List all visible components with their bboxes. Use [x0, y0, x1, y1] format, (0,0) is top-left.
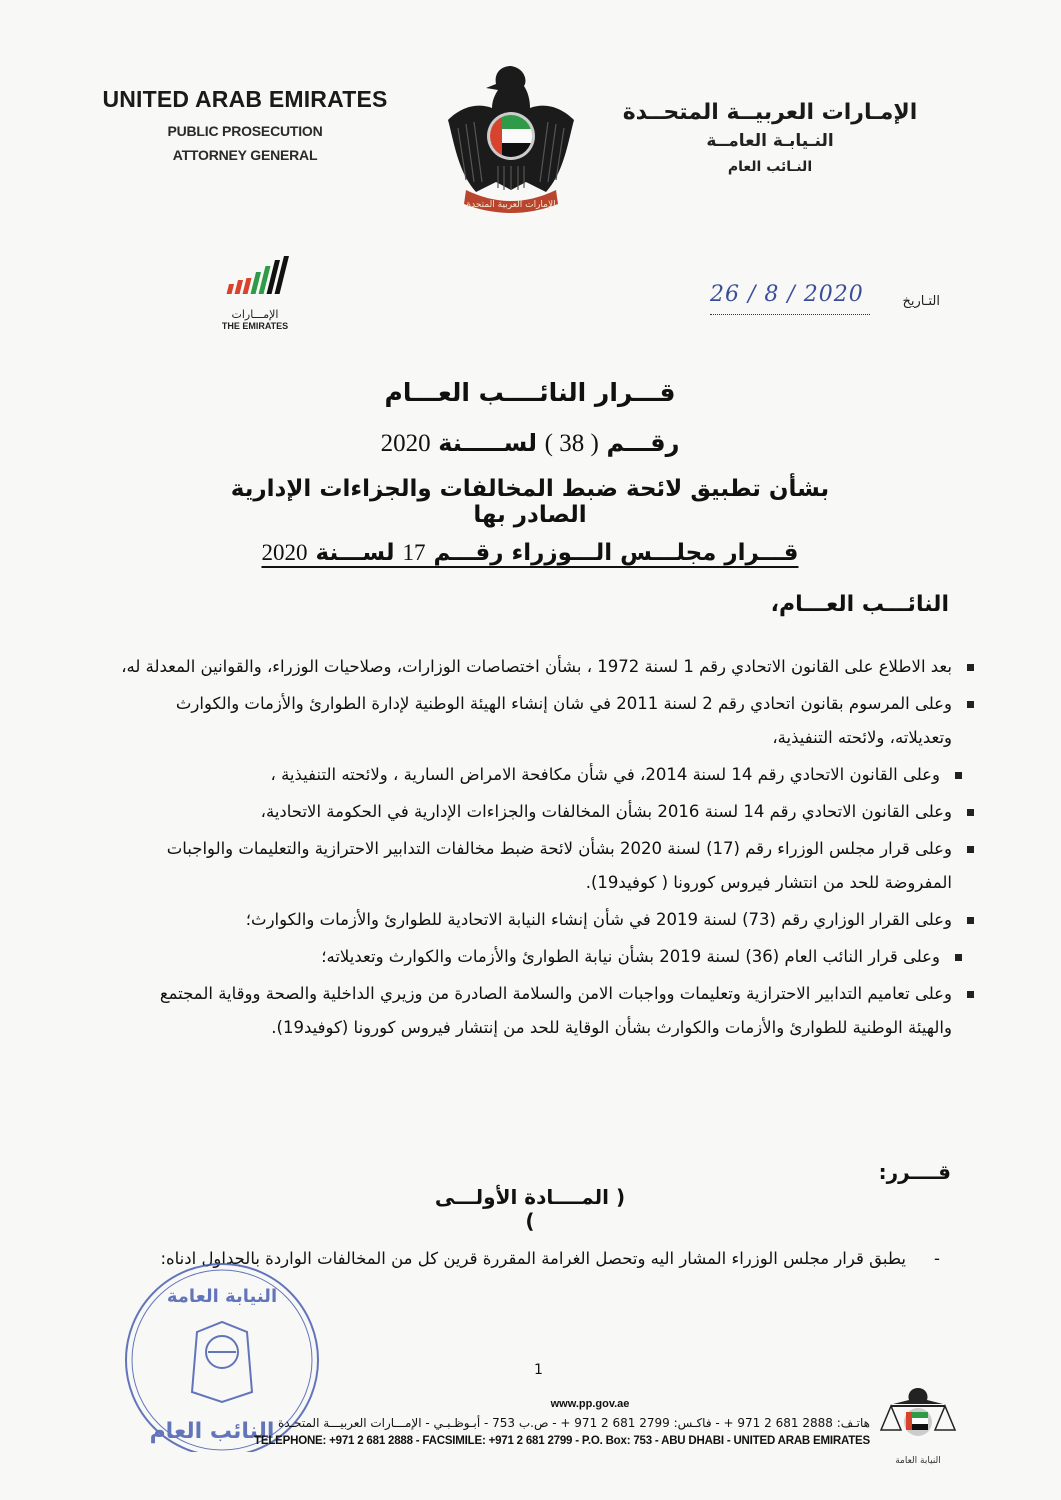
scales-of-justice-icon	[873, 1382, 963, 1452]
department-ar: النـيابـة العامــة	[706, 131, 834, 151]
stamp-bottom-text: النائب العام	[149, 1419, 275, 1444]
emirates-stripes-icon	[220, 256, 290, 302]
cabinet-decision-label: قـــرار مجلـــس الـــوزراء رقـــم	[433, 540, 799, 566]
uae-eagle-emblem-icon	[436, 62, 586, 217]
decision-year: 2020	[380, 430, 431, 457]
preamble-item: وعلى المرسوم بقانون اتحادي رقم 2 لسنة 2011 في شان إنشاء الهيئة الوطنية لإدارة الطوارئ والأزمات والكوارث وتعديلاته، ولائحته التنفيذية،	[118, 687, 980, 755]
the-emirates-logo	[210, 256, 300, 342]
date-dotted-line	[710, 314, 870, 315]
attorney-general-heading: النائـــب العـــام،	[770, 592, 949, 617]
decision-subject: بشأن تطبيق لائحة ضبط المخالفات والجزاءات الإدارية الصادر بها	[230, 476, 830, 528]
article-one-body: يطبق قرار مجلس الوزراء المشار اليه وتحصل الغرامة المقررة قرين كل من المخالفات الواردة بالجداول ادناه:	[160, 1249, 906, 1268]
decision-title-block	[200, 378, 860, 566]
public-prosecution-logo	[868, 1382, 968, 1472]
year-label: لســـــنة	[438, 429, 538, 457]
footer-contact-en: TELEPHONE: +971 2 681 2888 - FACSIMILE: +971 2 681 2799 - P.O. Box: 753 - ABU DHABI - UNITED ARAB EMIRATES	[254, 1435, 870, 1447]
preamble-item: وعلى تعاميم التدابير الاحترازية وتعليمات وواجبات الامن والسلامة الصادرة من وزيري الداخلية والصحة ووقاية المجتمع والهيئة الوطنية للطوارئ والأزمات والكوارث بشأن الوقاية للحد من إنتشار فيروس كورونا (كوفيد19).	[118, 977, 980, 1045]
office-ar: النـائب العام	[727, 159, 813, 175]
preamble-item: وعلى القرار الوزاري رقم (73) لسنة 2019 في شأن إنشاء النيابة الاتحادية للطوارئ والأزمات والكوارث؛	[118, 903, 980, 937]
decision-subject-line2	[200, 540, 860, 566]
number-label: رقـــم	[606, 429, 680, 457]
cabinet-decision-year: 2020	[261, 540, 308, 565]
website-link[interactable]: www.pp.gov.ae	[550, 1398, 630, 1410]
preamble-item: وعلى قرار النائب العام (36) لسنة 2019 بشأن نيابة الطوارئ والأزمات والكوارث وتعديلاته؛	[118, 940, 980, 974]
emirates-logo-en: THE EMIRATES	[221, 321, 289, 331]
cabinet-year-label: لســـنة	[315, 540, 395, 566]
country-name-ar: الإمـارات العربيــة المتحــدة	[622, 100, 918, 125]
footer-contact-ar: هاتـف: 2888 681 2 971 + - فاكـس: 2799 681 2 971 + - ص.ب 753 - أبـوظـبـي - الإمـــارات العربيـــة المتحـدة	[278, 1416, 870, 1430]
date-label: التـاريخ	[902, 294, 940, 309]
emirates-logo-ar: الإمـــارات	[231, 308, 279, 321]
preamble-item: وعلى القانون الاتحادي رقم 14 لسنة 2016 بشأن المخالفات والجزاءات الإدارية في الحكومة الاتحادية،	[118, 795, 980, 829]
svg-text:الإمارات العربية المتحدة: الإمارات العربية المتحدة	[466, 200, 556, 210]
preamble-item: بعد الاطلاع على القانون الاتحادي رقم 1 لسنة 1972 ، بشأن اختصاصات الوزارات، وصلاحيات الوزراء، والقوانين المعدلة له،	[118, 650, 980, 684]
header-arabic	[605, 100, 935, 175]
decided-label: قــــرر:	[878, 1160, 951, 1184]
footer	[110, 1398, 870, 1447]
cabinet-decision-number: 17	[402, 540, 426, 565]
country-name-en: UNITED ARAB EMIRATES	[102, 86, 388, 112]
date-value-handwritten: 26 / 8 / 2020	[710, 282, 864, 307]
decision-number-line	[200, 429, 860, 458]
dash-marker: -	[934, 1249, 940, 1268]
preamble-item: وعلى القانون الاتحادي رقم 14 لسنة 2014، في شأن مكافحة الامراض السارية ، ولائحته التنفيذية ،	[118, 758, 980, 792]
decision-number: ( 38 )	[544, 430, 599, 457]
department-en: PUBLIC PROSECUTION	[167, 123, 323, 139]
article-one-title: ( المــــادة الأولـــى )	[434, 1185, 626, 1233]
page-number: 1	[534, 1362, 543, 1378]
preamble-item: وعلى قرار مجلس الوزراء رقم (17) لسنة 2020 بشأن لائحة ضبط مخالفات التدابير الاحترازية والتعليمات والواجبات المفروضة للحد من انتشار فيروس كورونا ( كوفيد19).	[118, 832, 980, 900]
office-en: ATTORNEY GENERAL	[172, 147, 318, 163]
logo-caption: النيابة العامة	[895, 1456, 941, 1466]
stamp-top-text: النيابة العامة	[166, 1286, 278, 1307]
preamble-list	[118, 650, 980, 1048]
decision-title: قـــرار النائــــب العـــام	[384, 378, 676, 407]
date-field	[700, 282, 970, 316]
header-english	[90, 86, 400, 163]
